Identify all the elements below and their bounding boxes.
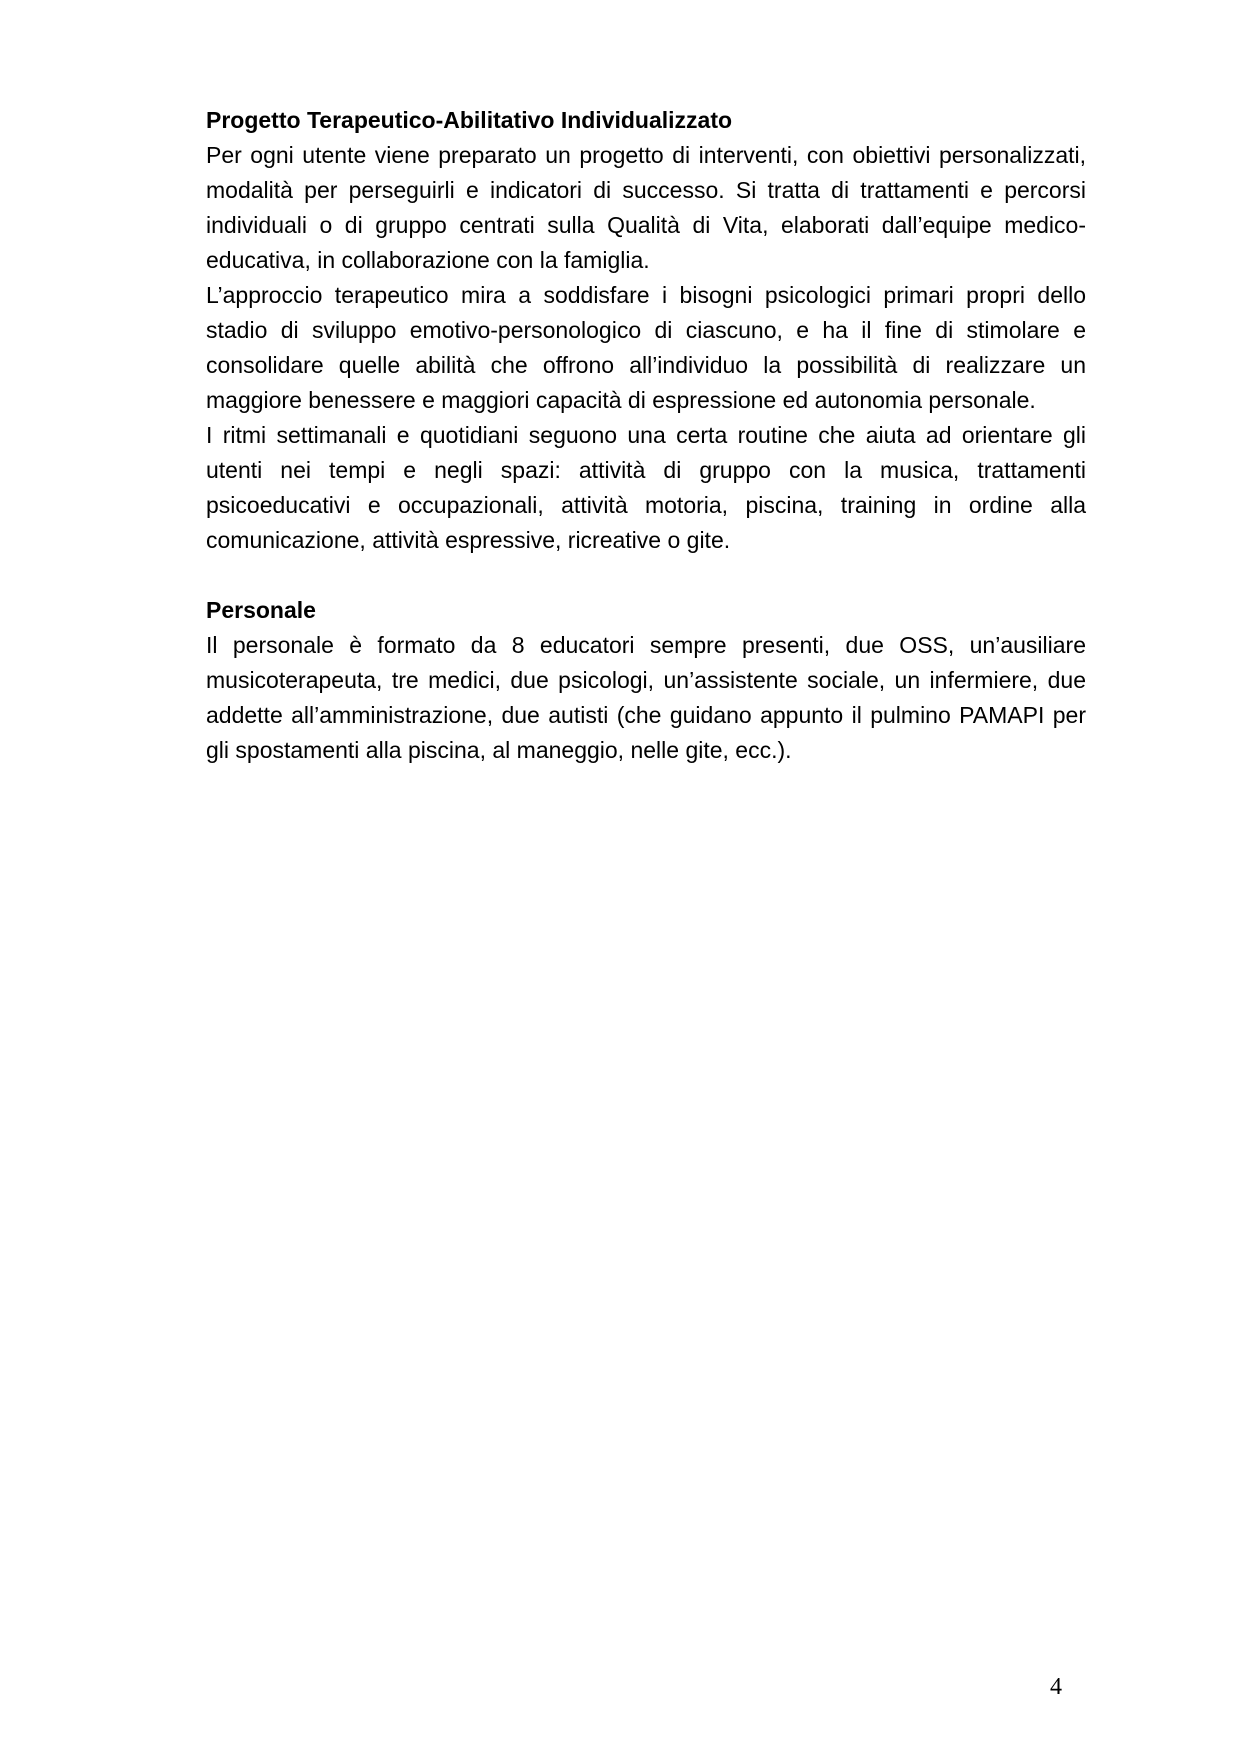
paragraph: Il personale è formato da 8 educatori sempre presenti, due OSS, un’ausiliare musicoterapeuta, tre medici, due psicologi, un’assistente sociale, un infermiere, due addette all’amministrazione, due autisti (che guidano appunto il pulmino PAMAPI per gli spostamenti alla piscina, al maneggio, nelle gite, ecc.).: [206, 632, 1086, 763]
section-title: Personale: [206, 597, 316, 623]
section-personale: [206, 593, 1086, 768]
page-content: [206, 103, 1086, 768]
paragraph: I ritmi settimanali e quotidiani seguono una certa routine che aiuta ad orientare gli utenti nei tempi e negli spazi: attività di gruppo con la musica, trattamenti psicoeducativi e occupazionali, attività motoria, piscina, training in ordine alla comunicazione, attività espressive, ricreative o gite.: [206, 422, 1086, 553]
section-title: Progetto Terapeutico-Abilitativo Individualizzato: [206, 107, 733, 133]
page-number: 4: [1050, 1674, 1062, 1700]
paragraph: L’approccio terapeutico mira a soddisfare i bisogni psicologici primari propri dello stadio di sviluppo emotivo-personologico di ciascuno, e ha il fine di stimolare e consolidare quelle abilità che offrono all’individuo la possibilità di realizzare un maggiore benessere e maggiori capacità di espressione ed autonomia personale.: [206, 282, 1086, 413]
section-spacer: [206, 558, 1086, 593]
paragraph: Per ogni utente viene preparato un progetto di interventi, con obiettivi personalizzati, modalità per perseguirli e indicatori di successo. Si tratta di trattamenti e percorsi individuali o di gruppo centrati sulla Qualità di Vita, elaborati dall’equipe medico-educativa, in collaborazione con la famiglia.: [206, 142, 1086, 273]
section-progetto: [206, 103, 1086, 558]
